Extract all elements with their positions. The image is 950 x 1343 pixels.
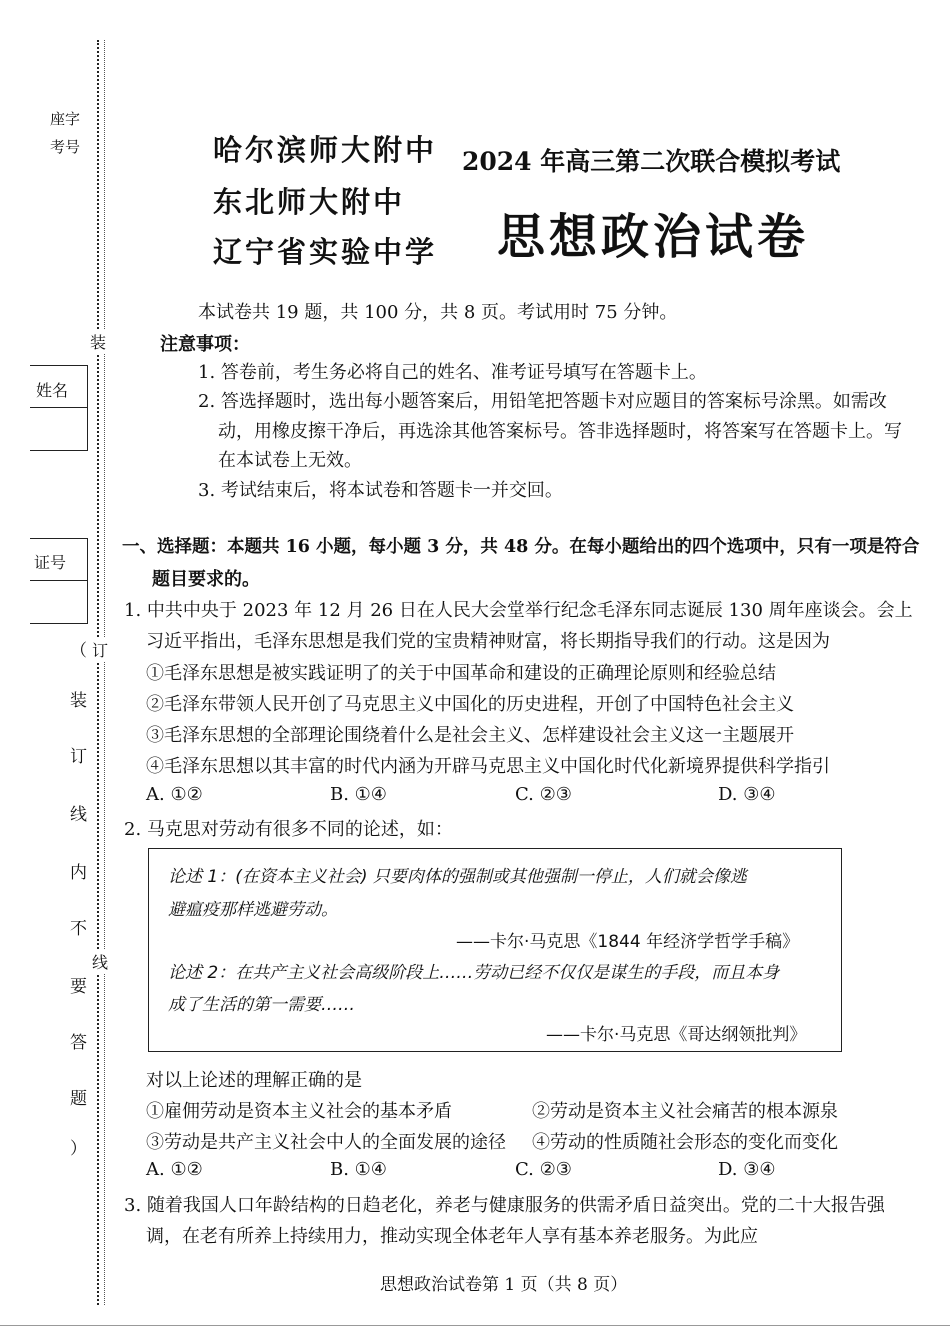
binding-dotted-line-inner (104, 40, 105, 1305)
notice-char: ） (70, 1139, 87, 1159)
question-2-statement: ③劳动是共产主义社会中人的全面发展的途径 (146, 1132, 506, 1153)
question-2-option-d: D. ③④ (718, 1159, 776, 1180)
question-2-statement: ①雇佣劳动是资本主义社会的基本矛盾 (146, 1101, 452, 1122)
notice-item: 2. 答选择题时，选出每小题答案后，用铅笔把答题卡对应题目的答案标号涂黑。如需改 (198, 391, 887, 412)
question-1-stem: 1. 中共中央于 2023 年 12 月 26 日在人民大会堂举行纪念毛泽东同志诞辰 130 周年座谈会。会上 (124, 600, 913, 621)
notice-char: 要 (70, 977, 87, 997)
notice-char: 线 (70, 805, 87, 825)
quote-1-text: 论述 1：(在资本主义社会) 只要肉体的强制或其他强制一停止，人们就会像逃 (168, 867, 747, 887)
question-2-option-a: A. ①② (146, 1159, 203, 1180)
question-3-stem: 3. 随着我国人口年龄结构的日趋老化，养老与健康服务的供需矛盾日益突出。党的二十大报告强 (124, 1195, 885, 1216)
question-1-stem: 习近平指出，毛泽东思想是我们党的宝贵精神财富，将长期指导我们的行动。这是因为 (146, 631, 830, 652)
question-1-option-d: D. ③④ (718, 784, 776, 805)
question-1-option-b: B. ①④ (330, 784, 387, 805)
question-2-option-b: B. ①④ (330, 1159, 387, 1180)
name-label: 姓名 (36, 381, 69, 400)
notice-item: 在本试卷上无效。 (218, 450, 362, 471)
exam-summary: 本试卷共 19 题，共 100 分，共 8 页。考试用时 75 分钟。 (198, 302, 678, 323)
xian-mark: 线 (92, 950, 108, 973)
notice-char: 订 (70, 747, 87, 767)
ding-mark: 订 (92, 638, 108, 661)
school-name: 哈尔滨师大附中 (213, 133, 438, 167)
notice-char: （ (70, 641, 87, 661)
id-field-divider (30, 580, 88, 581)
question-2-prompt: 对以上论述的理解正确的是 (146, 1070, 362, 1091)
question-1-statement: ①毛泽东思想是被实践证明了的关于中国革命和建设的正确理论原则和经验总结 (146, 663, 776, 684)
notice-char: 答 (70, 1033, 87, 1053)
question-2-option-c: C. ②③ (515, 1159, 572, 1180)
notice-item: 动，用橡皮擦干净后，再选涂其他答案标号。答非选择题时，将答案写在答题卡上。写 (218, 421, 902, 442)
question-1-statement: ②毛泽东带领人民开创了马克思主义中国化的历史进程，开创了中国特色社会主义 (146, 694, 794, 715)
notice-item: 3. 考试结束后，将本试卷和答题卡一并交回。 (198, 480, 563, 501)
school-name: 东北师大附中 (213, 185, 406, 219)
name-field-divider (30, 407, 88, 408)
question-1-option-a: A. ①② (146, 784, 203, 805)
notice-char: 不 (70, 919, 87, 939)
section-heading-cont: 题目要求的。 (152, 569, 260, 590)
seat-label: 座字 (50, 110, 81, 128)
quote-2-text: 成了生活的第一需要…… (168, 995, 355, 1015)
page-bottom-rule (0, 1325, 950, 1326)
zhuang-mark: 装 (90, 330, 106, 353)
school-name: 辽宁省实验中学 (213, 235, 438, 269)
question-2-statement: ②劳动是资本主义社会痛苦的根本源泉 (532, 1101, 838, 1122)
section-heading: 一、选择题：本题共 16 小题，每小题 3 分，共 48 分。在每小题给出的四个选项中，只有一项是符合 (122, 537, 920, 557)
question-2-statement: ④劳动的性质随社会形态的变化而变化 (532, 1132, 838, 1153)
question-2-stem: 2. 马克思对劳动有很多不同的论述，如： (124, 819, 453, 840)
question-1-statement: ③毛泽东思想的全部理论围绕着什么是社会主义、怎样建设社会主义这一主题展开 (146, 725, 794, 746)
binding-dotted-line (97, 40, 99, 1305)
notice-char: 题 (70, 1089, 87, 1109)
quote-1-source: ——卡尔·马克思《1844 年经济学哲学手稿》 (456, 932, 800, 952)
paper-title: 思想政治试卷 (497, 209, 810, 265)
exam-number-label: 考号 (50, 138, 81, 156)
quote-2-source: ——卡尔·马克思《哥达纲领批判》 (546, 1025, 807, 1045)
notice-char: 内 (70, 863, 87, 883)
exam-title: 2024 年高三第二次联合模拟考试 (462, 147, 841, 176)
quote-1-text: 避瘟疫那样逃避劳动。 (168, 900, 338, 920)
notice-char: 装 (70, 691, 87, 711)
id-label: 证号 (34, 553, 67, 572)
question-1-option-c: C. ②③ (515, 784, 572, 805)
notice-item: 1. 答卷前，考生务必将自己的姓名、准考证号填写在答题卡上。 (198, 362, 707, 383)
notice-heading: 注意事项： (160, 334, 250, 355)
quote-2-text: 论述 2：在共产主义社会高级阶段上……劳动已经不仅仅是谋生的手段，而且本身 (168, 963, 780, 983)
question-3-stem: 调，在老有所养上持续用力，推动实现全体老年人享有基本养老服务。为此应 (146, 1226, 758, 1247)
question-1-statement: ④毛泽东思想以其丰富的时代内涵为开辟马克思主义中国化时代化新境界提供科学指引 (146, 756, 830, 777)
page-footer: 思想政治试卷第 1 页（共 8 页） (380, 1275, 628, 1295)
